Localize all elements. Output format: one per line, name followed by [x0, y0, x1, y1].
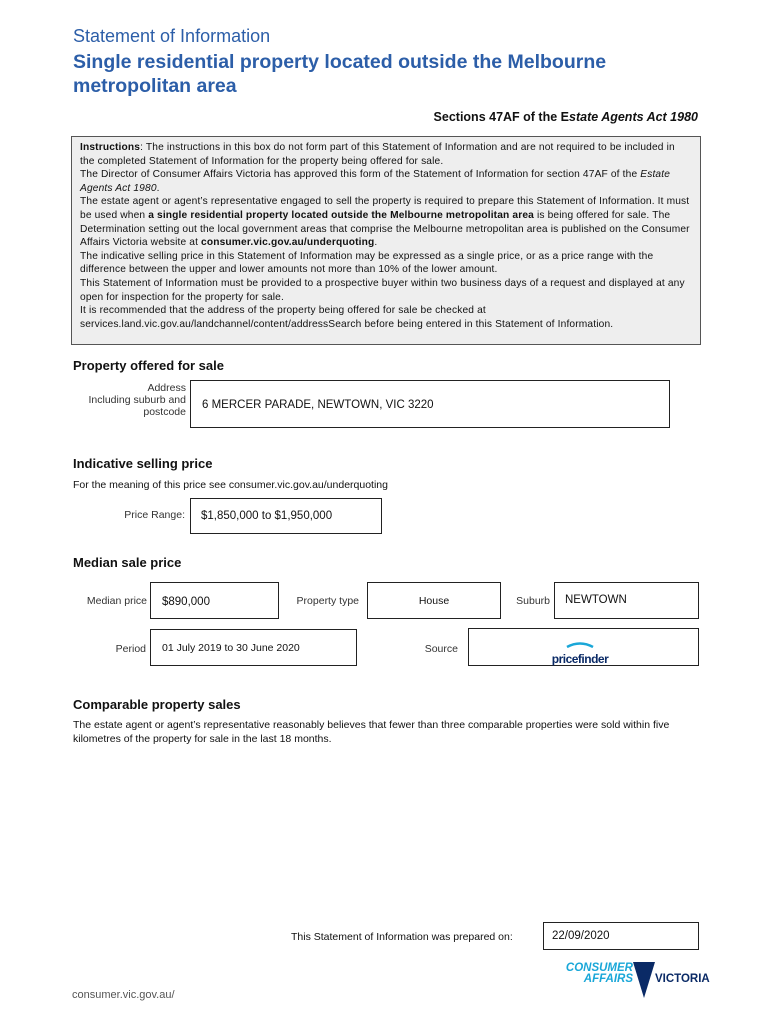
- logo-affairs: AFFAIRS: [583, 973, 633, 985]
- source-field: [468, 628, 699, 666]
- price-range-label: Price Range:: [124, 509, 185, 521]
- instructions-label: Instructions: [80, 142, 141, 153]
- instructions-p3-b: is being offered for sale. The Determination setting out the local government areas that comprise the Melbourne metropolitan area is published on the Consumer Affairs Victoria website at: [80, 209, 690, 249]
- consumer-affairs-logo: [543, 960, 710, 1002]
- instructions-p3-bold: a single residential property located outside the Melbourne metropolitan area: [148, 209, 534, 221]
- address-label: [70, 382, 186, 418]
- underquoting-link[interactable]: consumer.vic.gov.au/underquoting: [201, 237, 375, 249]
- suburb-label: Suburb: [516, 595, 550, 607]
- form-title: Statement of Information: [73, 26, 271, 46]
- address-field[interactable]: [190, 380, 670, 428]
- instructions-p2-act: Estate Agents Act 1980: [80, 169, 671, 194]
- instructions-box: [71, 136, 701, 345]
- instructions-p5: This Statement of Information must be provided to a prospective buyer within two business days of a request and displayed at any open for inspection for the property for sale.: [80, 277, 685, 303]
- logo-victoria: VICTORIA: [655, 973, 710, 985]
- sections-act: state Agents Act 1980: [569, 110, 698, 124]
- median-price-field[interactable]: [150, 582, 279, 619]
- price-range-field[interactable]: [190, 498, 382, 534]
- address-value: 6 MERCER PARADE, NEWTOWN, VIC 3220: [202, 399, 434, 411]
- comparable-heading: Comparable property sales: [73, 697, 241, 712]
- address-label-line1: Address: [147, 382, 186, 394]
- footer-url[interactable]: consumer.vic.gov.au/: [72, 989, 175, 1001]
- median-heading: Median sale price: [73, 555, 182, 570]
- prepared-date-field[interactable]: [543, 922, 699, 950]
- property-type-value: House: [418, 595, 450, 607]
- legislation-reference: [434, 110, 698, 124]
- pricefinder-logo: [550, 635, 610, 665]
- pricefinder-mark-icon: [565, 642, 595, 648]
- indicative-note: For the meaning of this price see consumer.vic.gov.au/underquoting: [73, 479, 388, 491]
- instructions-p2: The Director of Consumer Affairs Victoria has approved this form of the Statement of Information for section 47AF of the: [80, 169, 641, 181]
- instructions-p2-end: .: [156, 182, 160, 194]
- period-value: 01 July 2019 to 30 June 2020: [162, 642, 300, 654]
- suburb-value: NEWTOWN: [565, 594, 627, 606]
- address-label-line3: postcode: [143, 406, 186, 418]
- logo-consumer: CONSUMER: [565, 962, 633, 974]
- instructions-p6: It is recommended that the address of the property being offered for sale be checked at services.land.vic.gov.au/landchannel/content/addressSearch before being entered in this Statement of Information.: [80, 305, 614, 330]
- instructions-p1: : The instructions in this box do not form part of this Statement of Information and are not required to be included in the completed Statement of Information for the property being offered for sale.: [80, 142, 675, 167]
- period-field[interactable]: [150, 629, 357, 666]
- instructions-p4: The indicative selling price in this Statement of Information may be expressed as a single price, or as a price range with the difference between the upper and lower amounts not more than 10% of the lower amount.: [80, 250, 654, 276]
- suburb-field[interactable]: [554, 582, 699, 619]
- comparable-text: The estate agent or agent’s representative reasonably believes that fewer than three comparable properties were sold within five kilometres of the property for sale in the last 18 months.: [73, 719, 670, 745]
- indicative-heading: Indicative selling price: [73, 456, 213, 471]
- sections-prefix: Sections 47AF of the E: [433, 110, 569, 124]
- address-label-line2: Including suburb and: [88, 394, 186, 406]
- property-heading: Property offered for sale: [73, 358, 224, 373]
- pricefinder-text: pricefinder: [551, 652, 609, 666]
- form-subtitle: Single residential property located outside the Melbourne metropolitan area: [73, 51, 607, 97]
- median-price-value: $890,000: [162, 596, 210, 608]
- period-label: Period: [115, 643, 146, 655]
- instructions-p3-end: .: [374, 237, 378, 249]
- median-price-label: Median price: [86, 595, 147, 607]
- prepared-date-value: 22/09/2020: [552, 930, 610, 942]
- price-range-value: $1,850,000 to $1,950,000: [201, 510, 333, 522]
- instructions-p3: The estate agent or agent’s representative engaged to sell the property is required to prepare this Statement of Information. It must be used when: [80, 196, 690, 221]
- victoria-triangle-icon: [633, 960, 655, 1000]
- source-label: Source: [424, 643, 458, 655]
- property-type-field[interactable]: [367, 582, 501, 619]
- prepared-label: This Statement of Information was prepared on:: [291, 931, 513, 943]
- property-type-label: Property type: [296, 595, 359, 607]
